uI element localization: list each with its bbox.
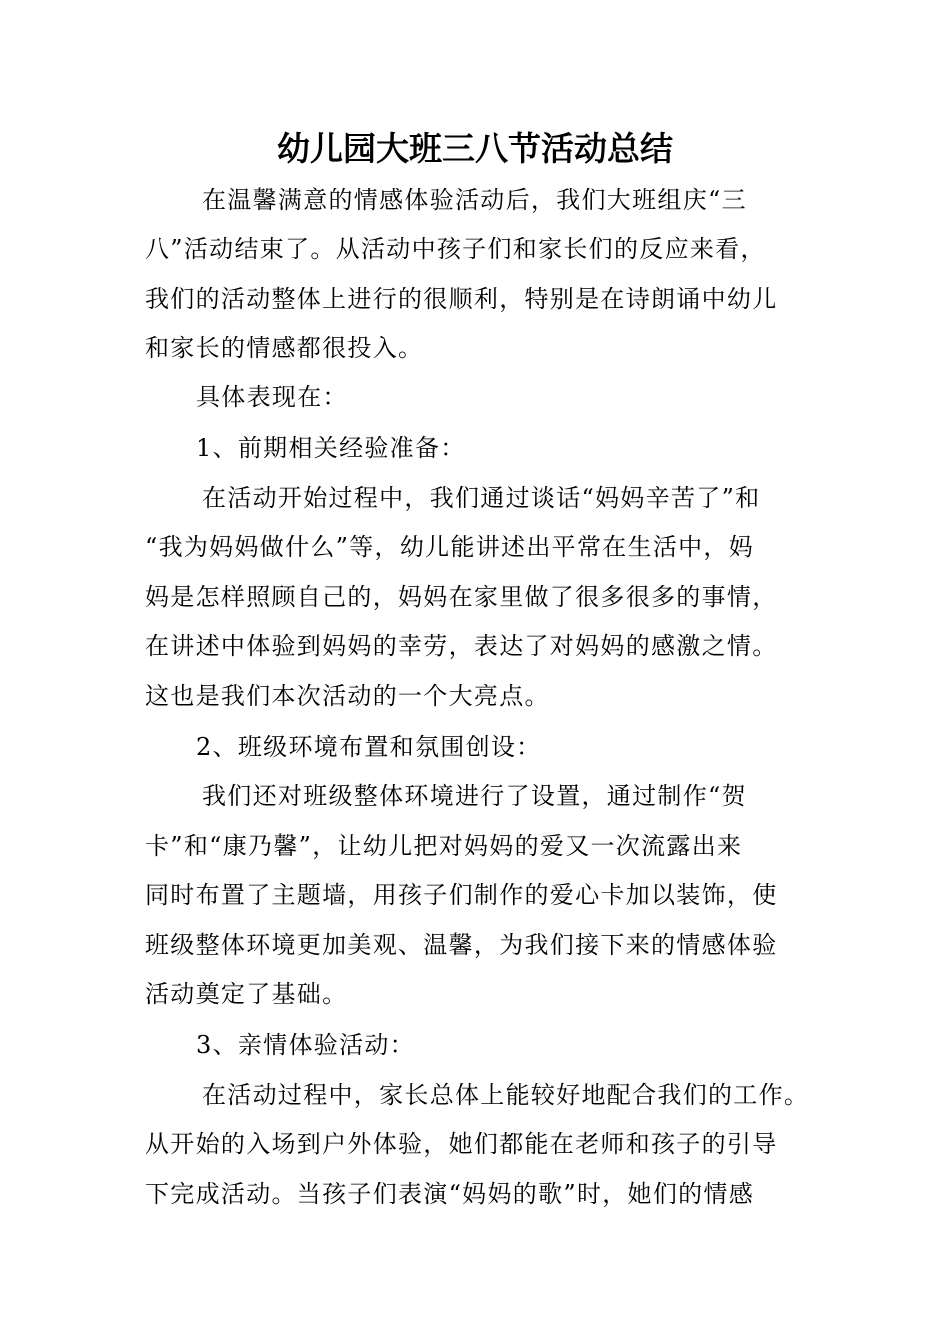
paragraph-line-20: 从开始的入场到户外体验，她们都能在老师和孩子的引导 (145, 1130, 778, 1158)
paragraph-line-2: 八”活动结束了。从活动中孩子们和家长们的反应来看， (145, 235, 766, 263)
paragraph-line-19: 在活动过程中，家长总体上能较好地配合我们的工作。 (202, 1081, 810, 1109)
section-heading-3: 3、亲情体验活动： (196, 1031, 415, 1059)
section-heading-2: 2、班级环境布置和氛围创设： (196, 733, 542, 761)
paragraph-line-4: 和家长的情感都很投入。 (145, 334, 424, 362)
paragraph-line-8: “我为妈妈做什么”等，幼儿能讲述出平常在生活中，妈 (145, 533, 755, 561)
paragraph-line-21: 下完成活动。当孩子们表演“妈妈的歌”时，她们的情感 (145, 1180, 755, 1208)
paragraph-line-14: 卡”和“康乃馨”，让幼儿把对妈妈的爱又一次流露出来 (145, 832, 743, 860)
paragraph-line-15: 同时布置了主题墙，用孩子们制作的爱心卡加以装饰，使 (145, 881, 778, 909)
paragraph-line-10: 在讲述中体验到妈妈的幸劳，表达了对妈妈的感激之情。 (145, 632, 778, 660)
paragraph-line-7: 在活动开始过程中，我们通过谈话“妈妈辛苦了”和 (202, 484, 761, 512)
paragraph-line-13: 我们还对班级整体环境进行了设置，通过制作“贺 (202, 782, 747, 810)
paragraph-line-1: 在温馨满意的情感体验活动后，我们大班组庆“三 (202, 186, 747, 214)
paragraph-line-17: 活动奠定了基础。 (145, 980, 348, 1008)
paragraph-line-5: 具体表现在： (196, 383, 348, 411)
paragraph-line-11: 这也是我们本次活动的一个大亮点。 (145, 682, 550, 710)
paragraph-line-16: 班级整体环境更加美观、温馨，为我们接下来的情感体验 (145, 931, 778, 959)
paragraph-line-3: 我们的活动整体上进行的很顺利，特别是在诗朗诵中幼儿 (145, 285, 778, 313)
paragraph-line-9: 妈是怎样照顾自己的，妈妈在家里做了很多很多的事情， (145, 583, 778, 611)
section-heading-1: 1、前期相关经验准备： (196, 434, 466, 462)
document-title: 幼儿园大班三八节活动总结 (277, 129, 673, 168)
